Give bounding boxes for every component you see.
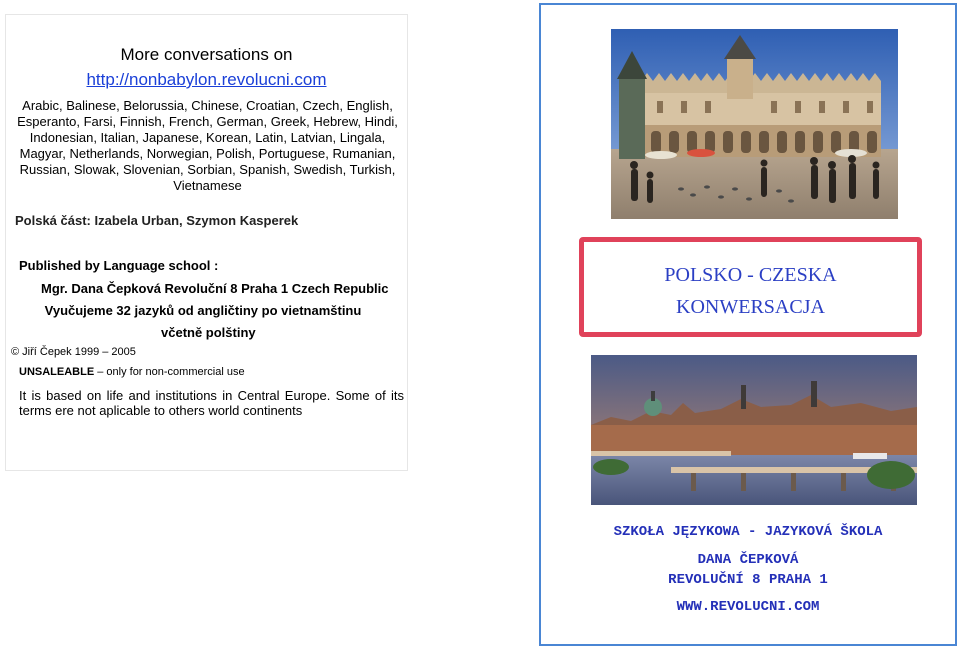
cover-title-line-1: POLSKO - CZESKA: [664, 264, 837, 286]
publisher-label: Published by Language school :: [19, 258, 219, 273]
more-conversations-heading: More conversations on: [120, 45, 293, 64]
cover-page: [539, 3, 957, 646]
cover-title-line-2: KONWERSACJA: [676, 296, 825, 318]
prague-panorama-photo: [591, 355, 917, 505]
school-name: SZKOŁA JĘZYKOWA - JAZYKOVÁ ŠKOLA: [613, 524, 883, 540]
cover-title-box: [579, 237, 922, 337]
krakow-square-photo: [611, 29, 898, 219]
school-website[interactable]: WWW.REVOLUCNI.COM: [676, 599, 820, 615]
teaching-line-2: včetně polštiny: [161, 325, 256, 340]
website-link[interactable]: http://nonbabylon.revolucni.com: [86, 70, 327, 89]
disclaimer-text: It is based on life and institutions in Central Europe. Some of its terms ere not aplicable to others world continents: [19, 388, 404, 418]
publisher-address: Mgr. Dana Čepková Revoluční 8 Praha 1 Czech Republic: [41, 281, 389, 296]
school-address: REVOLUČNÍ 8 PRAHA 1: [668, 572, 828, 588]
copyright-notice: © Jiří Čepek 1999 – 2005: [11, 346, 136, 358]
unsaleable-bold: UNSALEABLE: [19, 366, 95, 378]
owner-name: DANA ČEPKOVÁ: [697, 552, 799, 568]
teaching-line-1: Vyučujeme 32 jazyků od angličtiny po vietnamštinu: [44, 303, 362, 318]
left-page: [5, 14, 408, 471]
authors-line: Polská část: Izabela Urban, Szymon Kasperek: [15, 213, 299, 228]
language-list: Arabic, Balinese, Belorussia, Chinese, Croatian, Czech, English, Esperanto, Farsi, Finnish, French, German, Greek, Hebrew, Hindi, Indonesian, Italian, Japanese, Korean, Latin, Latvian, Lingala, Magyar, Netherlands, Norwegian, Polish, Portuguese, Rumanian, Russian, Slowak, Slovenian, Sorbian, Spanish, Swedish, Turkish, Vietnamese: [17, 98, 398, 193]
unsaleable-rest: – only for non-commercial use: [94, 366, 245, 378]
unsaleable-notice: [19, 366, 245, 378]
